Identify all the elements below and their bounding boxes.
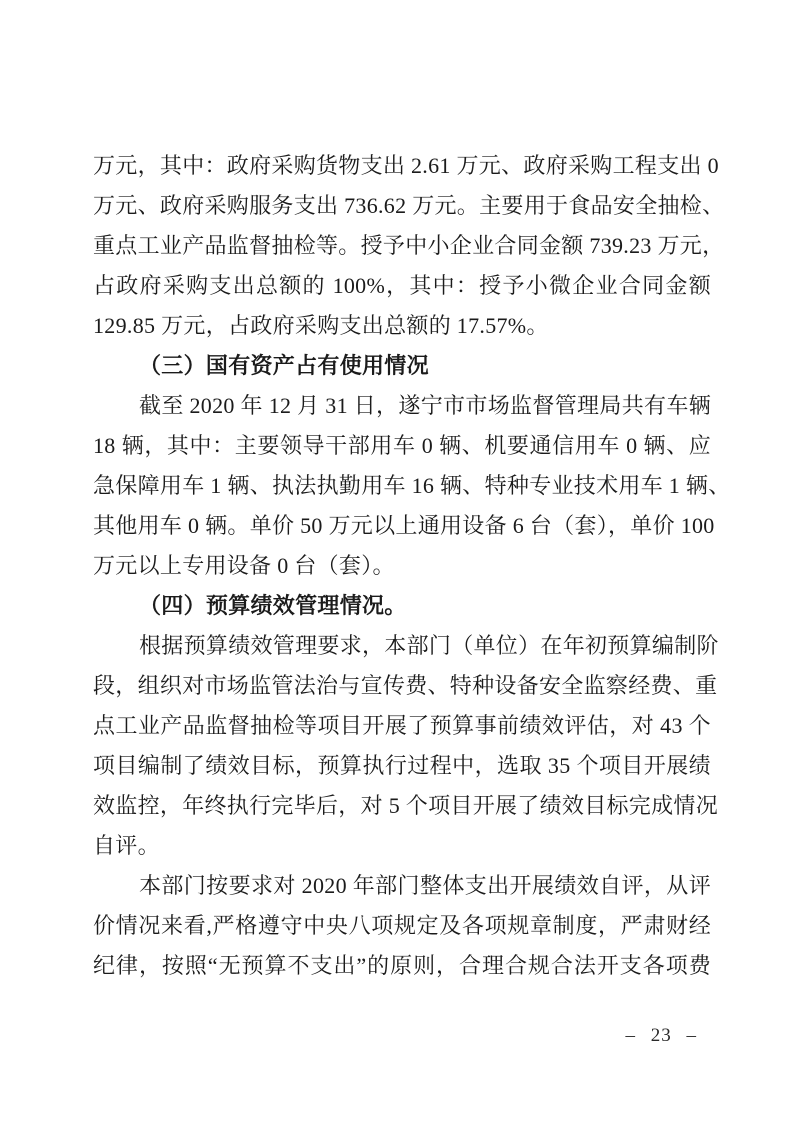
text-line: 点工业产品监督抽检等项目开展了预算事前绩效评估，对 43 个 [93, 713, 711, 738]
text-line: 根据预算绩效管理要求，本部门（单位）在年初预算编制阶 [139, 633, 719, 658]
text-line: 129.85 万元，占政府采购支出总额的 17.57%。 [93, 313, 549, 338]
text-line: 自评。 [93, 833, 160, 858]
text-line: 其他用车 0 辆。单价 50 万元以上通用设备 6 台（套），单价 100 [93, 513, 715, 538]
text-line: 纪律，按照“无预算不支出”的原则，合理合规合法开支各项费 [93, 953, 711, 978]
text-line: 急保障用车 1 辆、执法执勤用车 16 辆、特种专业技术用车 1 辆、 [93, 473, 731, 498]
text-line: 截至 2020 年 12 月 31 日，遂宁市市场监督管理局共有车辆 [139, 393, 711, 418]
section-heading-budget-performance: （四）预算绩效管理情况。 [139, 593, 407, 618]
text-line: 万元以上专用设备 0 台（套）。 [93, 553, 395, 578]
text-line: 18 辆，其中：主要领导干部用车 0 辆、机要通信用车 0 辆、应 [93, 433, 711, 458]
text-line: 价情况来看,严格遵守中央八项规定及各项规章制度，严肃财经 [93, 913, 711, 938]
text-line: 重点工业产品监督抽检等。授予中小企业合同金额 739.23 万元， [93, 233, 725, 258]
text-line: 项目编制了绩效目标，预算执行过程中，选取 35 个项目开展绩 [93, 753, 711, 778]
section-heading-state-assets: （三）国有资产占有使用情况 [139, 353, 429, 378]
text-line: 段，组织对市场监管法治与宣传费、特种设备安全监察经费、重 [93, 673, 718, 698]
document-body [93, 146, 731, 986]
text-line: 效监控，年终执行完毕后，对 5 个项目开展了绩效目标完成情况 [93, 793, 719, 818]
text-line: 本部门按要求对 2020 年部门整体支出开展绩效自评，从评 [139, 873, 711, 898]
page-number: – 23 – [625, 1025, 697, 1046]
text-line: 万元，其中：政府采购货物支出 2.61 万元、政府采购工程支出 0 [93, 153, 719, 178]
text-line: 万元、政府采购服务支出 736.62 万元。主要用于食品安全抽检、 [93, 193, 725, 218]
text-line: 占政府采购支出总额的 100%，其中：授予小微企业合同金额 [93, 273, 711, 298]
